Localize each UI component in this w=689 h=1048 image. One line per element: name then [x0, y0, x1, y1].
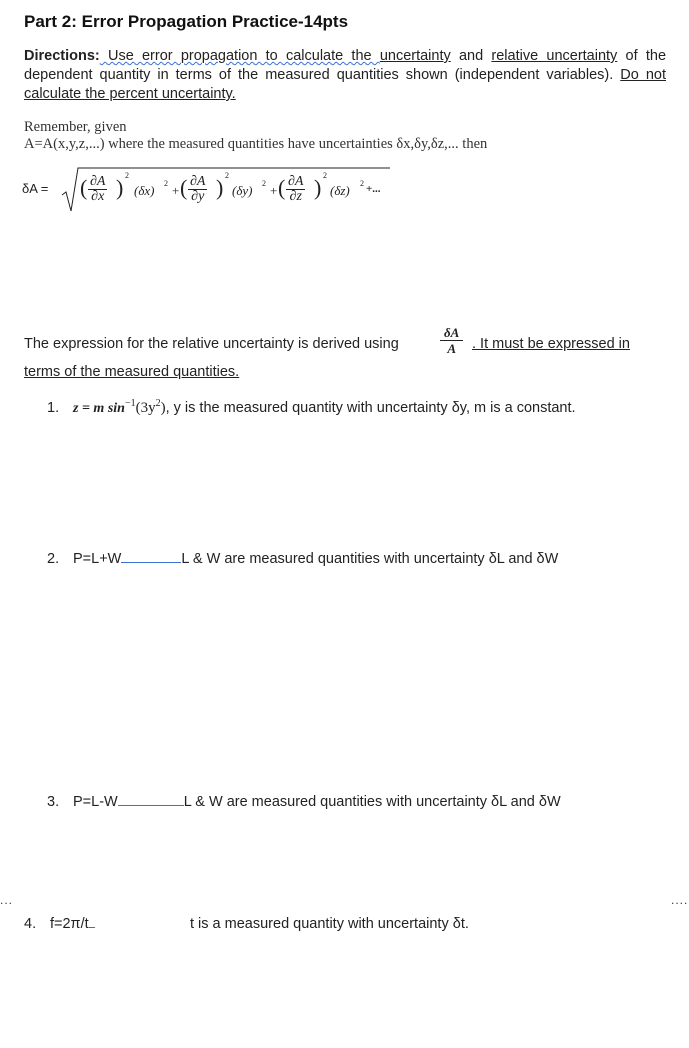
problem-number: 3. — [47, 794, 60, 810]
directions-warning: Do not calculate the percent uncertainty. — [24, 67, 666, 102]
paren-left-x: ( — [80, 175, 88, 200]
fraction-numerator: δA — [440, 325, 463, 341]
problem-number: 4. — [24, 916, 37, 932]
expression-requirement: . It must be expressed in — [472, 336, 630, 352]
problem-2 — [47, 551, 647, 567]
remember-line-1: Remember, given — [24, 119, 127, 135]
problem-1-argument: (3y — [135, 399, 156, 416]
answer-blank[interactable] — [121, 562, 181, 563]
paren-left-y: ( — [180, 175, 188, 200]
relative-uncertainty-term: relative uncertainty — [491, 48, 618, 64]
delta-y: (δy) — [232, 183, 253, 198]
answer-blank[interactable] — [89, 927, 95, 928]
problem-1 — [47, 398, 576, 417]
square-y: 2 — [225, 171, 229, 180]
problem-1-expression: z = m sin — [73, 400, 125, 416]
plus-1: + — [172, 183, 180, 198]
problem-1-description: , y is the measured quantity with uncertainty δy, m is a constant. — [165, 399, 576, 416]
remember-block — [24, 119, 487, 153]
square-z: 2 — [323, 171, 327, 180]
problem-number: 1. — [47, 399, 60, 416]
paren-right-x: ) — [116, 175, 124, 200]
problem-2-expression: P=L+W — [73, 551, 122, 567]
fraction-denominator: A — [447, 341, 456, 356]
paren-right-y: ) — [216, 175, 224, 200]
paren-left-z: ( — [278, 175, 286, 200]
directions-paragraph — [24, 47, 666, 104]
problem-4 — [24, 916, 95, 932]
directions-text-1: Use error propagation to calculate the — [99, 48, 380, 64]
partial-derivative-y: $\frac{\partial A}{\partial y}$ — [190, 174, 206, 204]
problem-2-description: L & W are measured quantities with uncertainty δL and δW — [181, 551, 559, 567]
left-edge-mark: ... — [0, 893, 14, 907]
delta-x: (δx) — [134, 183, 155, 198]
problem-1-superscript: −1 — [124, 398, 136, 409]
problem-3-expression: P=L-W — [73, 794, 118, 810]
formula-ellipsis: +... — [366, 183, 381, 195]
problem-3-description: L & W are measured quantities with uncertainty δL and δW — [183, 794, 561, 810]
problem-4-expression: f=2π/t — [50, 916, 89, 932]
square-dx: 2 — [164, 179, 168, 188]
problem-number: 2. — [47, 551, 60, 567]
remember-line-2: A=A(x,y,z,...) where the measured quantities have uncertainties δx,δy,δz,... then — [24, 136, 488, 152]
relative-fraction — [440, 325, 463, 356]
problem-1-arg-superscript: 2 — [155, 398, 161, 409]
delta-z: (δz) — [330, 183, 350, 198]
problem-1-argument-end: ) — [160, 399, 166, 416]
relative-uncertainty-text: The expression for the relative uncertainty is derived using — [24, 336, 399, 352]
problem-4-description: t is a measured quantity with uncertainty δt. — [190, 916, 469, 932]
square-x: 2 — [125, 171, 129, 180]
paren-right-z: ) — [314, 175, 322, 200]
plus-2: + — [270, 183, 278, 198]
formula-lhs: δA = — [22, 181, 49, 196]
section-title: Part 2: Error Propagation Practice-14pts — [24, 12, 349, 31]
directions-label: Directions: — [24, 48, 100, 64]
expression-requirement-cont: terms of the measured quantities. — [24, 364, 240, 380]
directions-text-2: and — [450, 48, 492, 64]
partial-derivative-z: $\frac{\partial A}{\partial z}$ — [288, 174, 304, 204]
right-edge-mark: .... — [671, 893, 689, 907]
uncertainty-term: uncertainty — [379, 48, 451, 64]
partial-derivative-x: $\frac{\partial A}{\partial x}$ — [90, 174, 106, 204]
directions-text-3: of the dependent quantity in terms of the measured quantities shown (independent variables). — [24, 48, 667, 83]
square-dz: 2 — [360, 179, 364, 188]
problem-3 — [47, 794, 647, 810]
square-dy: 2 — [262, 179, 266, 188]
error-propagation-formula — [22, 165, 382, 215]
answer-blank[interactable] — [118, 805, 184, 806]
